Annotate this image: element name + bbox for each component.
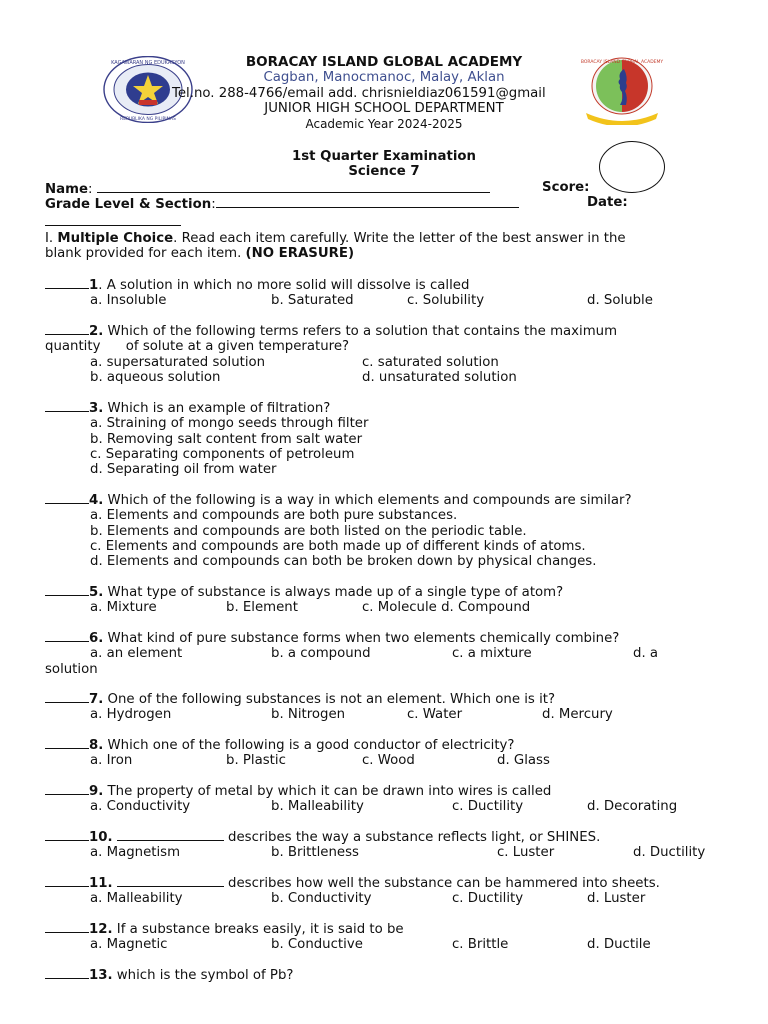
answer-blank-4[interactable] (45, 491, 89, 504)
option: d. Elements and compounds can both be broken down by physical changes. (90, 554, 597, 570)
answer-blank-1[interactable] (45, 276, 89, 289)
option: b. aqueous solution (90, 369, 221, 385)
option: c. Wood (362, 753, 415, 769)
name-label: Name (45, 182, 88, 197)
option: c. Brittle (452, 937, 509, 953)
answer-blank-6[interactable] (45, 629, 89, 642)
name-blank[interactable] (97, 180, 490, 193)
answer-blank-5[interactable] (45, 583, 89, 596)
fill-blank-11[interactable] (117, 874, 224, 887)
option: d. Separating oil from water (90, 462, 277, 478)
option: c. Molecule d. Compound (362, 600, 531, 616)
option: c. Ductility (452, 891, 524, 907)
grade-label: Grade Level & Section (45, 197, 212, 212)
answer-blank-10[interactable] (45, 828, 89, 841)
question-11: 11. describes how well the substance can be hammered into sheets. a. Malleability b. Conductivity c. Ductility d. Luster (45, 874, 735, 907)
answer-blank-13[interactable] (45, 966, 89, 979)
academic-year: Academic Year 2024-2025 (305, 117, 463, 131)
question-5: 5. What type of substance is always made up of a single type of atom? a. Mixture b. Element c. Molecule d. Compound (45, 583, 735, 616)
option: b. Plastic (226, 753, 286, 769)
question-2: 2. Which of the following terms refers to a solution that contains the maximum quantity of solute at a given temperature? a. supersaturated solution c. saturated solution b. aqueous solution d. unsaturated solution (45, 324, 618, 385)
option: c. Solubility (407, 293, 485, 309)
question-6: 6. What kind of pure substance forms when two elements chemically combine? a. an element b. a compound c. a mixture d. a solution (45, 631, 659, 677)
question-3: 3. Which is an example of filtration? a. Straining of mongo seeds through filter b. Removing salt content from salt water c. Separating components of petroleum d. Separating oil from water (45, 399, 735, 477)
answer-blank-2[interactable] (45, 322, 89, 335)
option: d. Ductile (587, 937, 651, 953)
option: b. Elements and compounds are both listed on the periodic table. (90, 523, 527, 539)
option: a. supersaturated solution (90, 354, 266, 370)
option: b. Element (226, 600, 298, 616)
fill-blank-10[interactable] (117, 828, 224, 841)
score-label: Score: (542, 180, 590, 195)
grade-field: Grade Level & Section: (45, 195, 519, 212)
option: b. Conductive (271, 937, 363, 953)
option: d. Glass (497, 753, 550, 769)
option: d. Soluble (587, 293, 653, 309)
option: b. Malleability (271, 799, 364, 815)
option: a. Malleability (90, 891, 183, 907)
option: b. Conductivity (271, 891, 372, 907)
option: b. Nitrogen (271, 707, 346, 723)
question-13: 13. which is the symbol of Pb? (45, 966, 735, 983)
option: a. Insoluble (90, 293, 167, 309)
option: a. Elements and compounds are both pure substances. (90, 508, 458, 524)
answer-blank-12[interactable] (45, 920, 89, 933)
question-12: 12. If a substance breaks easily, it is said to be a. Magnetic b. Conductive c. Brittle d. Ductile (45, 920, 735, 953)
option: b. a compound (271, 646, 371, 662)
answer-blank-9[interactable] (45, 782, 89, 795)
question-1: 1. A solution in which no more solid will dissolve is called a. Insoluble b. Saturated c. Solubility d. Soluble (45, 276, 735, 309)
option: d. Luster (587, 891, 646, 907)
svg-text:BORACAY ISLAND GLOBAL ACADEMY: BORACAY ISLAND GLOBAL ACADEMY (580, 60, 664, 65)
question-7: 7. One of the following substances is not an element. Which one is it? a. Hydrogen b. Nitrogen c. Water d. Mercury (45, 690, 735, 723)
instructions-line2: blank provided for each item. (NO ERASURE) (45, 246, 355, 261)
date-blank[interactable] (45, 211, 181, 230)
option: c. Luster (497, 845, 555, 861)
option: b. Removing salt content from salt water (90, 431, 363, 447)
name-field: Name: (45, 180, 490, 197)
school-address: Cagban, Manocmanoc, Malay, Aklan (263, 70, 505, 85)
answer-blank-3[interactable] (45, 399, 89, 412)
school-contact: Tel.no. 288-4766/email add. chrisnieldiaz061591@gmail (172, 86, 546, 101)
option: c. a mixture (452, 646, 532, 662)
option: d. Ductility (633, 845, 706, 861)
instruction-type: Multiple Choice (57, 231, 174, 246)
option: d. unsaturated solution (362, 369, 517, 385)
option: a. Iron (90, 753, 133, 769)
date-label: Date: (587, 195, 628, 210)
svg-text:REPUBLIKA NG PILIPINAS: REPUBLIKA NG PILIPINAS (120, 117, 176, 122)
option: c. Separating components of petroleum (90, 446, 355, 462)
score-circle (599, 141, 665, 193)
school-name: BORACAY ISLAND GLOBAL ACADEMY (245, 54, 523, 70)
exam-subject: Science 7 (348, 164, 420, 179)
answer-blank-11[interactable] (45, 874, 89, 887)
question-8: 8. Which one of the following is a good conductor of electricity? a. Iron b. Plastic c. Wood d. Glass (45, 736, 735, 769)
option: a. Hydrogen (90, 707, 172, 723)
answer-blank-8[interactable] (45, 736, 89, 749)
option: a. an element (90, 646, 183, 662)
option: c. Elements and compounds are both made up of different kinds of atoms. (90, 538, 586, 554)
answer-blank-7[interactable] (45, 690, 89, 703)
question-9: 9. The property of metal by which it can be drawn into wires is called a. Conductivity b. Malleability c. Ductility d. Decorating (45, 782, 735, 815)
no-erasure-note: (NO ERASURE) (245, 246, 355, 261)
question-4: 4. Which of the following is a way in which elements and compounds are similar? a. Elements and compounds are both pure substances. b. Elements and compounds are both listed on the periodic table. c. Elements and compounds are both made up of different kinds of atoms. d. Elements and compounds can both be broken down by physical changes. (45, 491, 735, 569)
option: a. Magnetism (90, 845, 181, 861)
option: c. Ductility (452, 799, 524, 815)
option: a. Magnetic (90, 937, 168, 953)
option: d. Decorating (587, 799, 678, 815)
option: a. Straining of mongo seeds through filter (90, 416, 369, 432)
option: a. Conductivity (90, 799, 191, 815)
grade-blank[interactable] (216, 195, 519, 208)
option: b. Brittleness (271, 845, 359, 861)
option: a. Mixture (90, 600, 157, 616)
instructions: I. Multiple Choice. Read each item carefully. Write the letter of the best answer in the (45, 231, 626, 246)
option: d. a (633, 646, 659, 662)
department: JUNIOR HIGH SCHOOL DEPARTMENT (264, 101, 504, 116)
option: c. saturated solution (362, 354, 499, 370)
seal-lettering: KAGAWARAN NG EDUKASYON (111, 60, 185, 66)
option: c. Water (407, 707, 463, 723)
option: b. Saturated (271, 293, 354, 309)
option: d. Mercury (542, 707, 613, 723)
exam-title: 1st Quarter Examination (291, 149, 476, 164)
question-10: 10. describes the way a substance reflects light, or SHINES. a. Magnetism b. Brittleness c. Luster d. Ductility (45, 828, 735, 861)
